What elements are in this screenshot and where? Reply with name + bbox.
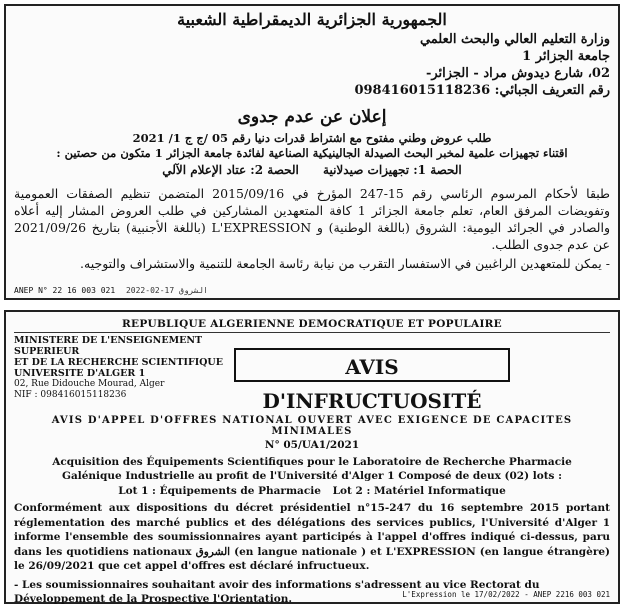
university-name: جامعة الجزائر 1: [522, 49, 610, 64]
body-part-2: (en langue nationale ) et L'EXPRESSION (en langue étrangère) le 26/09/2021 que cet appel d'offres est déclaré infructueux.: [14, 545, 611, 572]
tax-id: رقم التعريف الجبائي: 098416015118236: [354, 83, 610, 98]
lots-line: [14, 163, 610, 177]
state-name: الجمهورية الجزائرية الديمقراطية الشعبية: [177, 10, 447, 29]
university-name: UNIVERSITE D'ALGER 1: [14, 368, 146, 379]
issuer-header: [14, 31, 610, 99]
lot-1: الحصة 1: تجهيزات صيدلانية: [323, 163, 462, 177]
anep-reference: ANEP N° 22 16 003 021: [14, 286, 116, 295]
french-notice: [4, 310, 620, 604]
acquisition-description: اقتناء تجهيزات علمية لمخبر البحث الصيدلة الجالينيكية الصناعية لفائدة جامعة الجزائر 1 متكون من حصتين :: [56, 146, 568, 160]
ministry-name: وزارة التعليم العالي والبحث العلمي: [419, 32, 610, 47]
address: 02، شارع ديدوش مراد - الجزائر-: [425, 66, 610, 81]
closing-note: - Les soumissionnaires souhaitant avoir des informations s'adressent au vice Rectorat du Développement de la Prospective l'Orientation.: [14, 578, 540, 605]
state-name: REPUBLIQUE ALGERIENNE DEMOCRATIQUE ET POPULAIRE: [14, 318, 610, 333]
notice-title: إعلان عن عدم جدوى: [237, 107, 387, 127]
lots-line: [14, 485, 610, 497]
lot-1: Lot 1 : Équipements de Pharmacie: [118, 485, 321, 497]
date-stamp: 2022-02-17 الشروق: [125, 286, 208, 295]
notice-body: [14, 501, 610, 574]
tender-line: AVIS D'APPEL D'OFFRES NATIONAL OUVERT AVEC EXIGENCE DE CAPACITES MINIMALES: [51, 415, 573, 437]
lot-2: Lot 2 : Matériel Informatique: [332, 485, 506, 497]
address: 02, Rue Didouche Mourad, Alger: [14, 379, 165, 389]
tender-number: N° 05/UA1/2021: [264, 439, 360, 451]
lot-2: الحصة 2: عتاد الإعلام الآلي: [162, 163, 299, 177]
ministry-line-2: ET DE LA RECHERCHE SCIENTIFIQUE: [14, 357, 223, 368]
publication-footer: [14, 286, 208, 295]
notice-body: طبقا لأحكام المرسوم الرئاسي رقم 15-247 المؤرخ في 2015/09/16 المتضمن تنظيم الصفقات العمومية وتفويضات المرفق العام، تعلم جامعة الجزائر 1 كافة المتعهدين المشاركين في طلب العروض المشار إليه أعلاه والصادر في الجرائد اليومية: الشروق (باللغة الوطنية) و L'EXPRESSION (باللغة الأجنبية) بتاريخ 2021/09/26 عن عدم جدوى الطلب.: [14, 186, 610, 252]
publication-footer: L'Expression le 17/02/2022 - ANEP 2216 003 021: [402, 590, 610, 599]
ministry-line-1: MINISTERE DE L'ENSEIGNEMENT SUPERIEUR: [14, 335, 203, 357]
nif: NIF : 098416015118236: [14, 390, 127, 400]
tender-reference: طلب عروض وطني مفتوح مع اشتراط قدرات دنيا رقم 05 /ج ج 1/ 2021: [132, 131, 492, 145]
closing-note: - يمكن للمتعهدين الراغبين في الاستفسار التقرب من نيابة رئاسة الجامعة للتنمية والاستشراف والتوجيه.: [80, 256, 610, 271]
arabic-notice: [4, 4, 620, 300]
arabic-newspaper-name: الشروق: [195, 545, 231, 558]
body-part-1: Conformément aux dispositions du décret présidentiel n°15-247 du 16 septembre 2015 portant réglementation des marché publics et des délégations des services publics, l'Université d'Alger 1 informe l'ensemble des soumissionnaires ayant participés à l'appel d'offres indiqué ci-dessus, paru dans les quotidiens nationaux: [14, 502, 610, 558]
acquisition-description: Acquisition des Équipements Scientifiques pour le Laboratoire de Recherche Pharmacie Galénique Industrielle au profit de l'Université d'Alger 1 Composé de deux (02) lots :: [52, 456, 572, 482]
issuer-header: [14, 335, 254, 401]
notice-title: AVIS D'INFRUCTUOSITÉ: [234, 348, 510, 382]
